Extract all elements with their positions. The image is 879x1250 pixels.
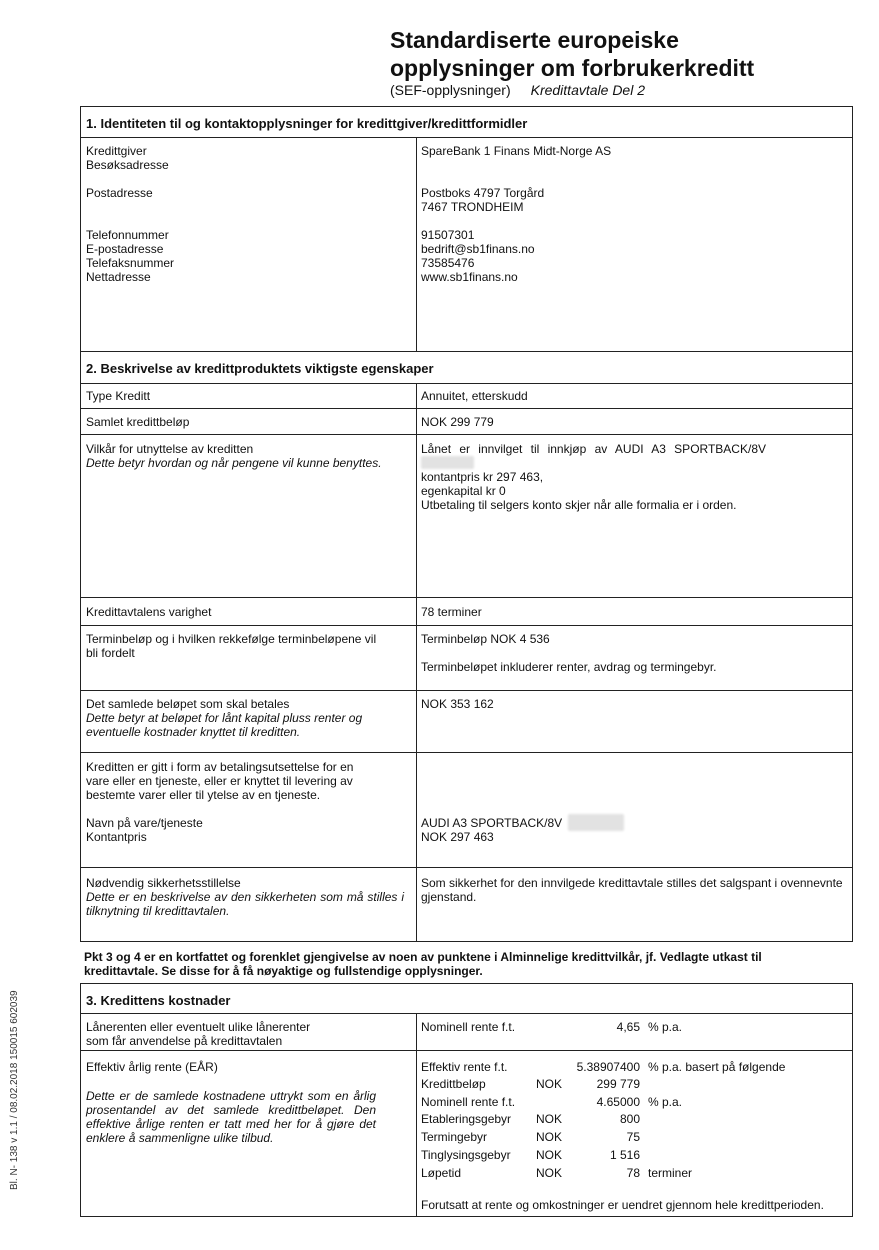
value-terminbelop-note: Terminbeløpet inkluderer renter, avdrag og termingebyr. bbox=[421, 660, 717, 674]
document-subtitle: (SEF-opplysninger) Kredittavtale Del 2 bbox=[390, 82, 646, 98]
ear-row-label: Nominell rente f.t. bbox=[421, 1095, 516, 1109]
ear-row-unit: % p.a. bbox=[648, 1095, 683, 1109]
label-telefaks: Telefaksnummer bbox=[86, 256, 175, 270]
label-terminbelop: Terminbeløp og i hvilken rekkefølge terminbeløpene vil bli fordelt bbox=[86, 632, 377, 660]
ear-row-value: 4.65000 bbox=[596, 1095, 640, 1109]
ear-row-currency: NOK bbox=[536, 1077, 563, 1091]
value-telefon: 91507301 bbox=[421, 228, 475, 242]
redacted-block bbox=[421, 456, 474, 469]
value-terminbelop: Terminbeløp NOK 4 536 bbox=[421, 632, 550, 646]
ear-row-value: 800 bbox=[619, 1112, 640, 1126]
value-varighet: 78 terminer bbox=[421, 605, 482, 619]
ear-row-label: Etableringsgebyr bbox=[421, 1112, 512, 1126]
summary-note: Pkt 3 og 4 er en kortfattet og forenklet gjengivelse av noen av punktene i Alminnelige kredittvilkår, jf. Vedlagte utkast til kredittavtale. Se disse for å få nøyaktige og fullstendige opplysninger. bbox=[84, 950, 762, 978]
label-ear: Effektiv årlig rente (EÅR) bbox=[86, 1060, 218, 1074]
value-nominell-rente: 4,65 bbox=[616, 1020, 640, 1034]
label-epost: E-postadresse bbox=[86, 242, 164, 256]
label-postadresse: Postadresse bbox=[86, 186, 153, 200]
value-vilkar-line3: egenkapital kr 0 bbox=[421, 484, 506, 498]
label-varighet: Kredittavtalens varighet bbox=[86, 605, 212, 619]
vilkar-description: Dette betyr hvordan og når pengene vil kunne benyttes. bbox=[86, 456, 382, 470]
label-besoksadresse: Besøksadresse bbox=[86, 158, 169, 172]
label-sikkerhet: Nødvendig sikkerhetsstillelse bbox=[86, 876, 241, 890]
section-2-heading: 2. Beskrivelse av kredittproduktets viktigste egenskaper bbox=[86, 361, 434, 376]
section-3-heading: 3. Kredittens kostnader bbox=[86, 993, 231, 1008]
unit-nominell-rente: % p.a. bbox=[648, 1020, 683, 1034]
label-kontantpris: Kontantpris bbox=[86, 830, 147, 844]
ear-row-value: 5.38907400 bbox=[576, 1060, 640, 1074]
label-type-kreditt: Type Kreditt bbox=[86, 389, 151, 403]
value-navn-vare: AUDI A3 SPORTBACK/8V bbox=[421, 816, 563, 830]
label-lanerente: Lånerenten eller eventuelt ulike lånerenter som får anvendelse på kredittavtalen bbox=[86, 1020, 311, 1048]
label-vilkar: Vilkår for utnyttelse av kreditten bbox=[86, 442, 254, 456]
value-post1: Postboks 4797 Torgård bbox=[421, 186, 545, 200]
samlet-description: Dette betyr at beløpet for lånt kapital pluss renter og eventuelle kostnader knyttet til kreditten. bbox=[86, 711, 363, 739]
ear-description: Dette er de samlede kostnadene uttrykt som en årlig prosentandel av det samlede kredittbeløpet. Den effektive årlige renten er tatt med her for å gjøre det enklere å sammenligne ulike tilbud. bbox=[86, 1089, 376, 1145]
label-telefon: Telefonnummer bbox=[86, 228, 169, 242]
label-kredittgiver: Kredittgiver bbox=[86, 144, 147, 158]
ear-row-unit: % p.a. basert på følgende bbox=[648, 1060, 786, 1074]
label-navn-vare: Navn på vare/tjeneste bbox=[86, 816, 203, 830]
value-vilkar-line1: Lånet er innvilget til innkjøp av AUDI A3 SPORTBACK/8V bbox=[421, 442, 766, 456]
ear-row-label: Kredittbeløp bbox=[421, 1077, 486, 1091]
ear-row-value: 78 bbox=[626, 1166, 640, 1180]
ear-row-label: Tinglysingsgebyr bbox=[421, 1148, 511, 1162]
value-kredittgiver: SpareBank 1 Finans Midt-Norge AS bbox=[421, 144, 612, 158]
value-post2: 7467 TRONDHEIM bbox=[421, 200, 524, 214]
ear-row-label: Effektiv rente f.t. bbox=[421, 1060, 508, 1074]
ear-row-currency: NOK bbox=[536, 1148, 563, 1162]
form-reference: Bl. N- 138 v 1.1 / 08.02.2018 150015 602039 bbox=[9, 990, 20, 1190]
ear-row-value: 1 516 bbox=[609, 1148, 640, 1162]
ear-row-label: Løpetid bbox=[421, 1166, 462, 1180]
value-kontantpris: NOK 297 463 bbox=[421, 830, 494, 844]
ear-row-currency: NOK bbox=[536, 1130, 563, 1144]
ear-footnote: Forutsatt at rente og omkostninger er uendret gjennom hele kredittperioden. bbox=[421, 1198, 824, 1212]
redacted-block bbox=[568, 814, 624, 831]
value-vilkar-line4: Utbetaling til selgers konto skjer når alle formalia er i orden. bbox=[421, 498, 737, 512]
ear-row-currency: NOK bbox=[536, 1166, 563, 1180]
section-1-heading: 1. Identiteten til og kontaktopplysninger for kredittgiver/kredittformidler bbox=[86, 116, 528, 131]
label-samlet-belop: Det samlede beløpet som skal betales bbox=[86, 697, 290, 711]
value-samlet-kredittbelop: NOK 299 779 bbox=[421, 415, 494, 429]
ear-row-value: 75 bbox=[626, 1130, 640, 1144]
ear-row-currency: NOK bbox=[536, 1112, 563, 1126]
ear-row-value: 299 779 bbox=[596, 1077, 640, 1091]
value-type-kreditt: Annuitet, etterskudd bbox=[421, 389, 528, 403]
value-sikkerhet: Som sikkerhet for den innvilgede kredittavtale stilles det salgspant i ovennevnte gjenstand. bbox=[421, 876, 843, 904]
value-vilkar-line2: kontantpris kr 297 463, bbox=[421, 470, 544, 484]
value-nettadresse: www.sb1finans.no bbox=[421, 270, 518, 284]
value-telefaks: 73585476 bbox=[421, 256, 475, 270]
label-kreditt-form: Kreditten er gitt i form av betalingsutsettelse for en vare eller en tjeneste, eller er knyttet til levering av bestemte varer eller til ytelse av en tjeneste. bbox=[86, 760, 354, 802]
ear-row-unit: terminer bbox=[648, 1166, 693, 1180]
value-samlet-belop: NOK 353 162 bbox=[421, 697, 494, 711]
label-samlet-kredittbelop: Samlet kredittbeløp bbox=[86, 415, 190, 429]
sikkerhet-description: Dette er en beskrivelse av den sikkerheten som må stilles i tilknytning til kredittavtalen. bbox=[86, 890, 404, 918]
label-nettadresse: Nettadresse bbox=[86, 270, 151, 284]
document-title: Standardiserte europeiske opplysninger om forbrukerkreditt bbox=[390, 27, 755, 81]
ear-row-label: Termingebyr bbox=[421, 1130, 488, 1144]
value-epost: bedrift@sb1finans.no bbox=[421, 242, 535, 256]
label-nominell-rente: Nominell rente f.t. bbox=[421, 1020, 516, 1034]
